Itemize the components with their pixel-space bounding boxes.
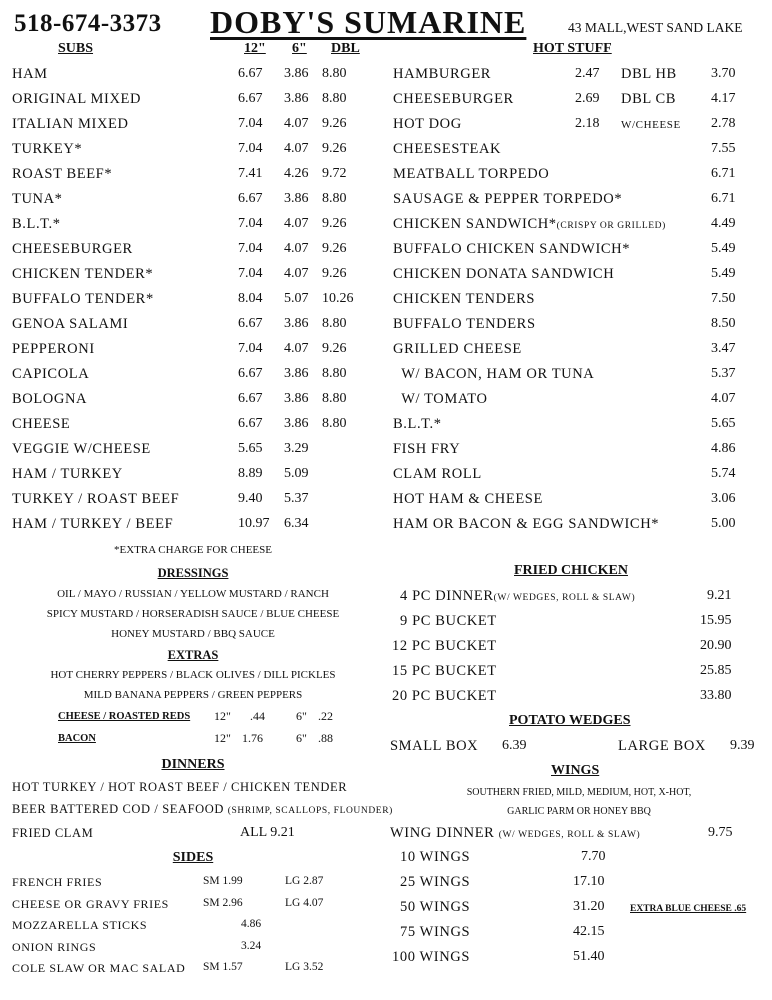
sub-item-name: TURKEY / ROAST BEEF	[12, 491, 180, 507]
dinners-line-1: HOT TURKEY / HOT ROAST BEEF / CHICKEN TENDER	[12, 780, 348, 794]
sub-price-6: 4.26	[284, 166, 309, 181]
subs-col-12: 12"	[244, 41, 266, 56]
hot-item-price: 2.47	[575, 66, 600, 81]
dinners-line-2	[12, 802, 393, 817]
dinners-line-3: FRIED CLAM	[12, 826, 94, 840]
sub-price-12: 7.41	[238, 166, 263, 181]
phone-number: 518-674-3373	[14, 10, 162, 37]
wing-item-name: 10 WINGS	[400, 849, 471, 865]
hot-item-alt: DBL CB	[621, 91, 677, 107]
hot-item-name	[393, 491, 543, 508]
large-box-price: 9.39	[730, 738, 755, 753]
hot-item-label: CHEESESTEAK	[393, 141, 502, 157]
sub-price-12: 7.04	[238, 341, 263, 356]
subs-heading: SUBS	[58, 41, 94, 56]
dinners-seafood-note: (SHRIMP, SCALLOPS, FLOUNDER)	[227, 806, 393, 816]
hot-item-name	[393, 516, 659, 533]
wing-item-name: 100 WINGS	[392, 949, 471, 965]
side-item-price: 4.86	[241, 918, 262, 930]
hot-item-label: CHICKEN DONATA SANDWICH	[393, 266, 615, 282]
subs-col-dbl: DBL	[331, 41, 360, 56]
hot-item-price: 3.06	[711, 491, 736, 506]
wing-item-price: 51.40	[573, 949, 605, 964]
sub-price-12: 6.67	[238, 416, 263, 431]
hot-item-label: GRILLED CHEESE	[393, 341, 522, 357]
side-item-price: 3.24	[241, 939, 262, 952]
chicken-item-label: 20 PC BUCKET	[392, 688, 497, 704]
hot-item-name	[393, 291, 535, 308]
hot-item-price: 7.55	[711, 141, 736, 156]
side-item-name: CHEESE OR GRAVY FRIES	[12, 896, 169, 911]
sub-price-12: 6.67	[238, 191, 263, 206]
sub-price-12: 6.67	[238, 91, 263, 106]
wing-item-name: 50 WINGS	[400, 899, 471, 915]
sub-item-name: ORIGINAL MIXED	[12, 91, 142, 107]
hot-item-price: 2.69	[575, 91, 600, 106]
sub-price-6: 4.07	[284, 266, 309, 281]
hot-item-name	[393, 466, 482, 483]
chicken-item-price: 20.90	[700, 638, 732, 653]
chicken-item-name	[392, 688, 497, 705]
side-item-name: MOZZARELLA STICKS	[12, 918, 148, 932]
hot-item-name	[393, 191, 622, 208]
hot-item-name	[393, 366, 594, 383]
wing-item-price: 7.70	[581, 849, 606, 864]
hot-item-name	[393, 391, 488, 408]
sub-price-dbl: 8.80	[322, 191, 347, 206]
sub-price-dbl: 9.26	[322, 241, 347, 256]
wing-item-name: 75 WINGS	[400, 924, 471, 940]
extra-bacon-size-12: 12"	[214, 731, 231, 745]
chicken-item-name	[400, 588, 635, 605]
potato-wedges-heading: POTATO WEDGES	[509, 713, 631, 728]
sub-price-6: 3.86	[284, 391, 309, 406]
sub-price-dbl: 8.80	[322, 366, 347, 381]
extra-bacon-size-6: 6"	[296, 731, 307, 745]
sub-price-6: 3.86	[284, 191, 309, 206]
large-box-label: LARGE BOX	[618, 738, 706, 754]
sub-item-name: CHEESEBURGER	[12, 241, 133, 257]
hot-item-name	[393, 241, 630, 258]
sub-item-name: TURKEY*	[12, 141, 83, 157]
sub-price-12: 8.89	[238, 466, 263, 481]
hot-item-name	[393, 441, 460, 458]
sub-price-6: 3.86	[284, 316, 309, 331]
extra-bacon-price-12: 1.76	[242, 731, 263, 745]
sub-price-6: 3.86	[284, 66, 309, 81]
sub-item-name: BUFFALO TENDER*	[12, 291, 154, 307]
hot-item-price: 6.71	[711, 191, 736, 206]
dressings-line-3: HONEY MUSTARD / BBQ SAUCE	[111, 628, 275, 640]
fried-chicken-heading: FRIED CHICKEN	[514, 563, 628, 578]
hot-item-price: 5.74	[711, 466, 736, 481]
sub-price-dbl: 9.72	[322, 166, 347, 181]
hot-item-name	[393, 216, 666, 233]
side-item-lg: LG 4.07	[285, 896, 324, 909]
chicken-item-name	[392, 638, 497, 655]
sub-price-6: 3.86	[284, 416, 309, 431]
sub-item-name: ROAST BEEF*	[12, 166, 113, 182]
wings-heading: WINGS	[551, 763, 600, 778]
menu-header	[0, 4, 772, 46]
sub-item-name: BOLOGNA	[12, 391, 88, 407]
sub-price-dbl: 9.26	[322, 341, 347, 356]
sub-price-dbl: 8.80	[322, 391, 347, 406]
dressings-line-1: OIL / MAYO / RUSSIAN / YELLOW MUSTARD / RANCH	[57, 588, 329, 600]
sub-price-6: 6.34	[284, 516, 309, 531]
extra-blue-cheese: EXTRA BLUE CHEESE .65	[630, 904, 747, 914]
sub-price-dbl: 9.26	[322, 141, 347, 156]
hot-item-price: 8.50	[711, 316, 736, 331]
sub-price-6: 3.86	[284, 366, 309, 381]
sub-price-6: 3.86	[284, 91, 309, 106]
chicken-item-name	[400, 613, 497, 630]
extra-bacon-label: BACON	[58, 733, 96, 744]
sub-price-6: 4.07	[284, 241, 309, 256]
hot-item-label: SAUSAGE & PEPPER TORPEDO*	[393, 191, 623, 207]
sub-price-12: 5.65	[238, 441, 263, 456]
wing-dinner	[390, 825, 640, 842]
sub-item-name: ITALIAN MIXED	[12, 116, 129, 132]
hot-item-price: 4.49	[711, 216, 736, 231]
side-item-lg: LG 2.87	[285, 875, 324, 887]
hot-item-alt-price: 4.17	[711, 91, 736, 106]
sub-price-dbl: 9.26	[322, 266, 347, 281]
wing-item-price: 42.15	[573, 924, 605, 939]
hot-item-name: HOT DOG	[393, 116, 462, 132]
hot-item-name	[393, 316, 536, 333]
sub-price-12: 6.67	[238, 366, 263, 381]
hot-item-price: 5.65	[711, 416, 736, 431]
sub-price-12: 7.04	[238, 116, 263, 131]
restaurant-address: 43 MALL,WEST SAND LAKE	[568, 20, 743, 35]
sub-price-6: 5.37	[284, 491, 309, 506]
extra-cheese-label: CHEESE / ROASTED REDS	[58, 711, 191, 722]
sub-price-12: 7.04	[238, 141, 263, 156]
hot-item-price: 5.49	[711, 241, 736, 256]
hot-item-name: CHEESEBURGER	[393, 91, 514, 107]
small-box-label: SMALL BOX	[390, 738, 479, 754]
dressings-heading: DRESSINGS	[157, 566, 229, 580]
sub-price-dbl: 8.80	[322, 416, 347, 431]
sub-price-dbl: 9.26	[322, 116, 347, 131]
extra-bacon-price-6: .88	[318, 731, 333, 745]
chicken-item-note: (W/ WEDGES, ROLL & SLAW)	[493, 593, 636, 603]
sub-price-6: 5.07	[284, 291, 309, 306]
wing-dinner-note: (W/ WEDGES, ROLL & SLAW)	[498, 830, 641, 840]
sub-item-name: CAPICOLA	[12, 366, 90, 382]
sub-price-dbl: 9.26	[322, 216, 347, 231]
extra-cheese-price-12: .44	[250, 709, 265, 723]
sub-price-12: 7.04	[238, 216, 263, 231]
chicken-item-price: 25.85	[700, 663, 732, 678]
hot-item-label: CLAM ROLL	[393, 466, 482, 482]
wings-flavors-2: GARLIC PARM OR HONEY BBQ	[507, 806, 651, 817]
wings-flavors-1: SOUTHERN FRIED, MILD, MEDIUM, HOT, X-HOT,	[466, 787, 692, 798]
hot-item-label: W/ TOMATO	[393, 391, 488, 407]
side-item-sm: SM 1.99	[203, 875, 243, 887]
hot-item-alt: DBL HB	[621, 66, 677, 82]
extras-line-2: MILD BANANA PEPPERS / GREEN PEPPERS	[83, 689, 303, 701]
chicken-item-label: 12 PC BUCKET	[392, 638, 497, 654]
sub-item-name: GENOA SALAMI	[12, 316, 129, 332]
sub-item-name: HAM / TURKEY / BEEF	[12, 516, 174, 532]
hot-item-alt-price: 3.70	[711, 66, 736, 81]
hot-item-price: 5.37	[711, 366, 736, 381]
dinners-price: ALL 9.21	[240, 825, 295, 840]
chicken-item-label: 4 PC DINNER	[400, 588, 494, 604]
wing-item-price: 17.10	[573, 874, 605, 889]
sub-price-12: 6.67	[238, 391, 263, 406]
hot-item-price: 3.47	[711, 341, 736, 356]
sub-item-name: CHEESE	[12, 416, 71, 432]
hot-item-note: (CRISPY OR GRILLED)	[556, 221, 666, 231]
subs-col-6: 6"	[292, 41, 307, 56]
sub-item-name: HAM / TURKEY	[12, 466, 123, 482]
hot-item-price: 7.50	[711, 291, 736, 306]
side-item-sm: SM 2.96	[203, 896, 243, 909]
sub-price-dbl: 10.26	[322, 291, 354, 306]
dinners-heading: DINNERS	[161, 757, 225, 772]
hot-item-name	[393, 341, 522, 358]
sub-price-dbl: 8.80	[322, 66, 347, 81]
sub-price-12: 10.97	[238, 516, 270, 531]
hot-item-price: 4.86	[711, 441, 736, 456]
hot-item-name: HAMBURGER	[393, 66, 492, 82]
extra-cheese-size-6: 6"	[296, 709, 307, 723]
hot-item-alt: W/CHEESE	[621, 119, 681, 131]
extra-cheese-price-6: .22	[318, 709, 333, 723]
side-item-name: FRENCH FRIES	[12, 875, 103, 889]
extra-cheese-size-12: 12"	[214, 709, 231, 723]
sub-price-6: 4.07	[284, 341, 309, 356]
sub-price-6: 4.07	[284, 216, 309, 231]
hot-item-label: B.L.T.*	[393, 416, 442, 432]
hot-item-name	[393, 266, 614, 283]
small-box-price: 6.39	[502, 738, 527, 753]
hot-item-label: MEATBALL TORPEDO	[393, 166, 550, 182]
sub-price-12: 6.67	[238, 66, 263, 81]
cheese-note: *EXTRA CHARGE FOR CHEESE	[114, 544, 272, 556]
sub-price-6: 5.09	[284, 466, 309, 481]
extras-line-1: HOT CHERRY PEPPERS / BLACK OLIVES / DILL PICKLES	[50, 669, 336, 681]
wing-dinner-label: WING DINNER	[390, 825, 495, 841]
sub-price-6: 4.07	[284, 116, 309, 131]
chicken-item-price: 33.80	[700, 688, 732, 703]
hot-item-label: CHICKEN TENDERS	[393, 291, 536, 307]
sides-heading: SIDES	[172, 850, 214, 865]
hot-item-label: HOT HAM & CHEESE	[393, 491, 543, 507]
wing-dinner-price: 9.75	[708, 825, 733, 840]
sub-price-12: 6.67	[238, 316, 263, 331]
hot-item-label: BUFFALO CHICKEN SANDWICH*	[393, 241, 631, 257]
sub-price-12: 7.04	[238, 241, 263, 256]
hot-item-price: 6.71	[711, 166, 736, 181]
hot-item-label: W/ BACON, HAM OR TUNA	[393, 366, 595, 382]
extras-heading: EXTRAS	[167, 648, 219, 662]
chicken-item-label: 9 PC BUCKET	[400, 613, 497, 629]
dressings-line-2: SPICY MUSTARD / HORSERADISH SAUCE / BLUE CHEESE	[46, 608, 340, 620]
sub-price-12: 7.04	[238, 266, 263, 281]
wing-item-price: 31.20	[573, 899, 605, 914]
sub-item-name: VEGGIE W/CHEESE	[12, 441, 151, 457]
dinners-line-2-text: BEER BATTERED COD / SEAFOOD	[12, 802, 225, 816]
sub-price-6: 4.07	[284, 141, 309, 156]
hot-item-price: 5.49	[711, 266, 736, 281]
restaurant-title: DOBY'S SUMARINE	[210, 4, 527, 40]
hot-item-name	[393, 166, 549, 183]
hot-item-label: HAM OR BACON & EGG SANDWICH*	[393, 516, 660, 532]
hot-item-label: BUFFALO TENDERS	[393, 316, 536, 332]
sub-price-dbl: 8.80	[322, 316, 347, 331]
side-item-name: COLE SLAW OR MAC SALAD	[12, 961, 186, 975]
side-item-lg: LG 3.52	[285, 961, 324, 973]
sub-price-dbl: 8.80	[322, 91, 347, 106]
hot-item-price: 2.18	[575, 116, 600, 131]
sub-item-name: CHICKEN TENDER*	[12, 266, 154, 282]
sub-price-12: 9.40	[238, 491, 263, 506]
chicken-item-label: 15 PC BUCKET	[392, 663, 497, 679]
sub-item-name: HAM	[12, 66, 48, 82]
hot-item-label: FISH FRY	[393, 441, 461, 457]
chicken-item-price: 9.21	[707, 588, 732, 603]
sub-item-name: PEPPERONI	[12, 341, 95, 357]
chicken-item-price: 15.95	[700, 613, 732, 628]
sub-price-6: 3.29	[284, 441, 309, 456]
side-item-sm: SM 1.57	[203, 961, 243, 973]
hot-stuff-heading: HOT STUFF	[533, 41, 612, 56]
hot-item-price: 5.00	[711, 516, 736, 531]
hot-item-name	[393, 416, 442, 433]
wing-item-name: 25 WINGS	[400, 874, 471, 890]
hot-item-alt-price: 2.78	[711, 116, 736, 131]
side-item-name: ONION RINGS	[12, 939, 97, 954]
sub-price-12: 8.04	[238, 291, 263, 306]
hot-item-price: 4.07	[711, 391, 736, 406]
sub-item-name: B.L.T.*	[12, 216, 61, 232]
sub-item-name: TUNA*	[12, 191, 63, 207]
hot-item-label: CHICKEN SANDWICH*	[393, 216, 557, 232]
hot-item-name	[393, 141, 501, 158]
chicken-item-name	[392, 663, 497, 680]
